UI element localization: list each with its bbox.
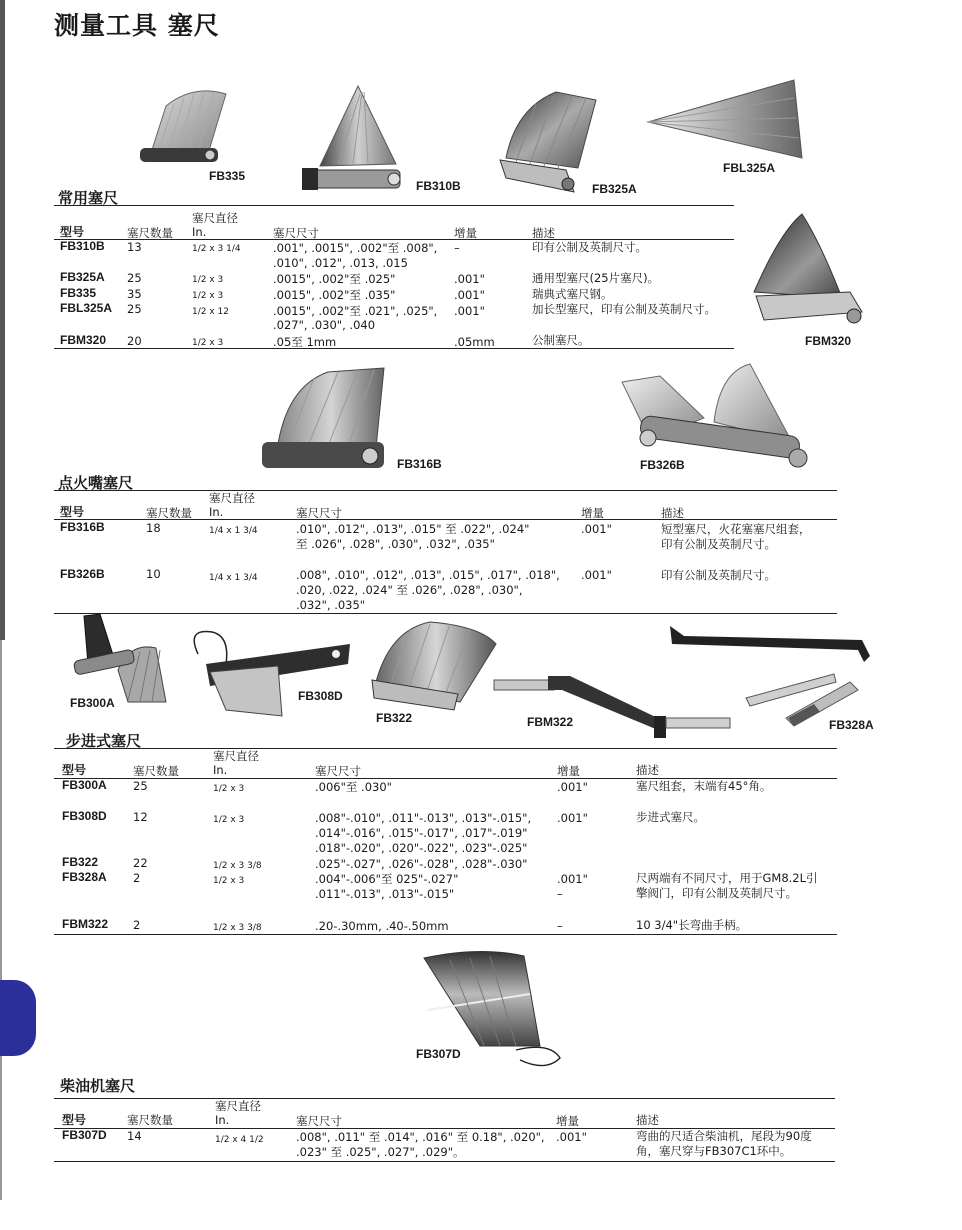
header-description: 描述 (661, 506, 684, 520)
cell-description: 短型塞尺，火花塞塞尺组套， (661, 522, 811, 536)
header-increment: 增量 (454, 226, 477, 240)
cell-dim: 1/2 x 12 (192, 307, 229, 317)
header-description: 描述 (636, 1113, 659, 1127)
header-rule (54, 519, 837, 520)
cell-increment: .001" (454, 304, 485, 318)
cell-count: 2 (133, 871, 141, 885)
cell-count: 10 (146, 567, 161, 581)
header-dim-unit: In. (192, 225, 207, 239)
cell-count: 14 (127, 1129, 142, 1143)
fb325a-photo (496, 88, 606, 198)
cell-increment: – (557, 887, 563, 901)
section-title: 步进式塞尺 (66, 732, 142, 750)
cell-size: .05至 1mm (273, 335, 337, 349)
cell-count: 12 (133, 810, 148, 824)
photo-caption: FB322 (376, 711, 413, 725)
section-rule (54, 1098, 835, 1099)
table-bottom-rule (54, 348, 734, 349)
cell-size: .001", .0015", .002"至 .008", (273, 241, 438, 255)
cell-increment: .05mm (454, 335, 495, 349)
cell-count: 25 (127, 302, 142, 316)
cell-size: .008"-.010", .011"-.013", .013"-.015", (315, 811, 532, 825)
cell-size: .006"至 .030" (315, 780, 392, 794)
header-dim-unit: In. (209, 505, 224, 519)
header-size: 塞尺尺寸 (296, 1114, 342, 1128)
fb300a-photo (70, 612, 170, 704)
cell-dim: 1/2 x 3 3/8 (213, 923, 262, 933)
cell-description: 角，塞尺穿与FB307C1环中。 (636, 1144, 792, 1158)
cell-model: FB326B (60, 567, 105, 581)
cell-model: FB335 (60, 286, 97, 300)
header-increment: 增量 (581, 506, 604, 520)
photo-caption: FB307D (416, 1047, 461, 1061)
photo-caption: FBM322 (527, 715, 574, 729)
cell-description: 加长型塞尺，印有公制及英制尺寸。 (532, 302, 716, 316)
fb310b-photo (298, 84, 408, 194)
header-dim: 塞尺直径 (213, 749, 259, 763)
cell-dim: 1/4 x 1 3/4 (209, 573, 258, 583)
table-bottom-rule (54, 934, 837, 935)
cell-increment: .001" (556, 1130, 587, 1144)
fbm320-photo (750, 212, 870, 332)
header-dim-unit: In. (215, 1113, 230, 1127)
cell-increment: – (557, 919, 563, 933)
photo-caption: FB316B (397, 457, 442, 471)
header-dim: 塞尺直径 (209, 491, 255, 505)
cell-size: .025"-.027", .026"-.028", .028"-.030" (315, 857, 528, 871)
cell-dim: 1/2 x 3 (192, 291, 224, 301)
header-model: 型号 (60, 225, 85, 239)
header-dim: 塞尺直径 (192, 211, 238, 225)
cell-count: 18 (146, 521, 161, 535)
section-rule (54, 490, 837, 491)
header-count: 塞尺数量 (127, 1113, 173, 1127)
cell-dim: 1/2 x 3 1/4 (192, 244, 241, 254)
cell-size: .004"-.006"至 025"-.027" (315, 872, 459, 886)
header-count: 塞尺数量 (127, 226, 173, 240)
cell-increment: .001" (581, 522, 612, 536)
photo-caption: FB308D (298, 689, 343, 703)
section-rule (54, 748, 837, 749)
cell-model: FB325A (60, 270, 105, 284)
cell-description: 塞尺组套，末端有45°角。 (636, 779, 772, 793)
cell-size: .032", .035" (296, 598, 366, 612)
cell-size: .010", .012", .013", .015" 至 .022", .024" (296, 522, 530, 536)
section-rule (54, 205, 734, 206)
cell-count: 20 (127, 334, 142, 348)
header-count: 塞尺数量 (133, 764, 179, 778)
cell-increment: .001" (581, 568, 612, 582)
cell-model: FB300A (62, 778, 107, 792)
cell-description: 通用型塞尺(25片塞尺)。 (532, 271, 660, 285)
photo-caption: FB300A (70, 696, 115, 710)
fb308d-photo (186, 624, 356, 720)
cell-increment: .001" (557, 872, 588, 886)
photo-caption: FB326B (640, 458, 685, 472)
cell-description: 步进式塞尺。 (636, 810, 705, 824)
cell-description: 弯曲的尺适合柴油机，尾段为90度 (636, 1129, 812, 1143)
header-model: 型号 (62, 1113, 87, 1127)
photo-caption: FB325A (592, 182, 637, 196)
cell-dim: 1/2 x 3 (192, 275, 224, 285)
photo-caption: FB335 (209, 169, 246, 183)
cell-description: 公制塞尺。 (532, 333, 590, 347)
left-edge-line (0, 640, 2, 1200)
cell-model: FB307D (62, 1128, 107, 1142)
header-size: 塞尺尺寸 (296, 506, 342, 520)
header-dim: 塞尺直径 (215, 1099, 261, 1113)
header-size: 塞尺尺寸 (315, 764, 361, 778)
cell-size: .014"-.016", .015"-.017", .017"-.019" (315, 826, 528, 840)
photo-caption: FB328A (829, 718, 874, 732)
cell-size: 至 .026", .028", .030", .032", .035" (296, 537, 495, 551)
photo-caption: FB310B (416, 179, 461, 193)
cell-count: 25 (133, 779, 148, 793)
fb316b-photo (258, 366, 388, 474)
cell-model: FB308D (62, 809, 107, 823)
cell-dim: 1/2 x 3 (213, 876, 245, 886)
header-model: 型号 (60, 505, 85, 519)
cell-description: 尺两端有不同尺寸，用于GM8.2L引 (636, 871, 818, 885)
cell-dim: 1/2 x 3 (192, 338, 224, 348)
cell-size: .027", .030", .040 (273, 318, 376, 332)
cell-increment: .001" (557, 811, 588, 825)
header-increment: 增量 (556, 1114, 579, 1128)
cell-count: 22 (133, 856, 148, 870)
header-dim-unit: In. (213, 763, 228, 777)
fb322-photo (370, 620, 500, 712)
table-bottom-rule (54, 1161, 835, 1162)
cell-description: 瑞典式塞尺钢。 (532, 287, 613, 301)
cell-dim: 1/2 x 3 (213, 815, 245, 825)
page-title: 测量工具 塞尺 (54, 11, 220, 40)
cell-dim: 1/2 x 4 1/2 (215, 1135, 264, 1145)
cell-description: 印有公制及英制尺寸。 (661, 537, 776, 551)
cell-model: FB328A (62, 870, 107, 884)
cell-model: FBM320 (60, 333, 107, 347)
cell-count: 25 (127, 271, 142, 285)
photo-caption: FBM320 (805, 334, 852, 348)
header-model: 型号 (62, 763, 87, 777)
cell-model: FBM322 (62, 917, 109, 931)
cell-description: 印有公制及英制尺寸。 (532, 240, 647, 254)
cell-description: 擎阀门，印有公制及英制尺寸。 (636, 886, 797, 900)
cell-size: .011"-.013", .013"-.015" (315, 887, 455, 901)
cell-increment: .001" (454, 288, 485, 302)
header-description: 描述 (636, 763, 659, 777)
photo-caption: FBL325A (723, 161, 776, 175)
cell-increment: .001" (557, 780, 588, 794)
cell-size: .023" 至 .025", .027", .029"。 (296, 1145, 465, 1159)
cell-dim: 1/2 x 3 (213, 784, 245, 794)
cell-size: .0015", .002"至 .021", .025", (273, 304, 438, 318)
cell-description: 10 3/4"长弯曲手柄。 (636, 918, 748, 932)
fbl325a-photo (644, 78, 804, 162)
table-bottom-rule (54, 613, 837, 614)
header-increment: 增量 (557, 764, 580, 778)
header-count: 塞尺数量 (146, 506, 192, 520)
cell-size: .008", .010", .012", .013", .015", .017", .018", (296, 568, 560, 582)
cell-size: .020, .022, .024" 至 .026", .028", .030", (296, 583, 523, 597)
cell-count: 2 (133, 918, 141, 932)
section-tab (0, 980, 36, 1056)
header-size: 塞尺尺寸 (273, 226, 319, 240)
cell-size: .20-.30mm, .40-.50mm (315, 919, 449, 933)
cell-increment: – (454, 241, 460, 255)
cell-increment: .001" (454, 272, 485, 286)
cell-dim: 1/2 x 3 3/8 (213, 861, 262, 871)
cell-dim: 1/4 x 1 3/4 (209, 526, 258, 536)
cell-size: .010", .012", .013, .015 (273, 256, 408, 270)
cell-size: .0015", .002"至 .035" (273, 288, 396, 302)
section-title: 柴油机塞尺 (60, 1077, 136, 1095)
cell-size: .008", .011" 至 .014", .016" 至 0.18", .020", (296, 1130, 545, 1144)
cell-description: 印有公制及英制尺寸。 (661, 568, 776, 582)
left-edge-bar (0, 0, 5, 640)
fb335-photo (138, 84, 238, 174)
cell-model: FBL325A (60, 301, 113, 315)
cell-count: 13 (127, 240, 142, 254)
cell-size: .018"-.020", .020"-.022", .023"-.025" (315, 841, 528, 855)
section-title: 点火嘴塞尺 (58, 474, 134, 492)
cell-model: FB316B (60, 520, 105, 534)
cell-size: .0015", .002"至 .025" (273, 272, 396, 286)
cell-count: 35 (127, 287, 142, 301)
header-description: 描述 (532, 226, 555, 240)
cell-model: FB322 (62, 855, 99, 869)
fb328a-photo (664, 620, 874, 730)
section-title: 常用塞尺 (58, 189, 119, 207)
cell-model: FB310B (60, 239, 105, 253)
